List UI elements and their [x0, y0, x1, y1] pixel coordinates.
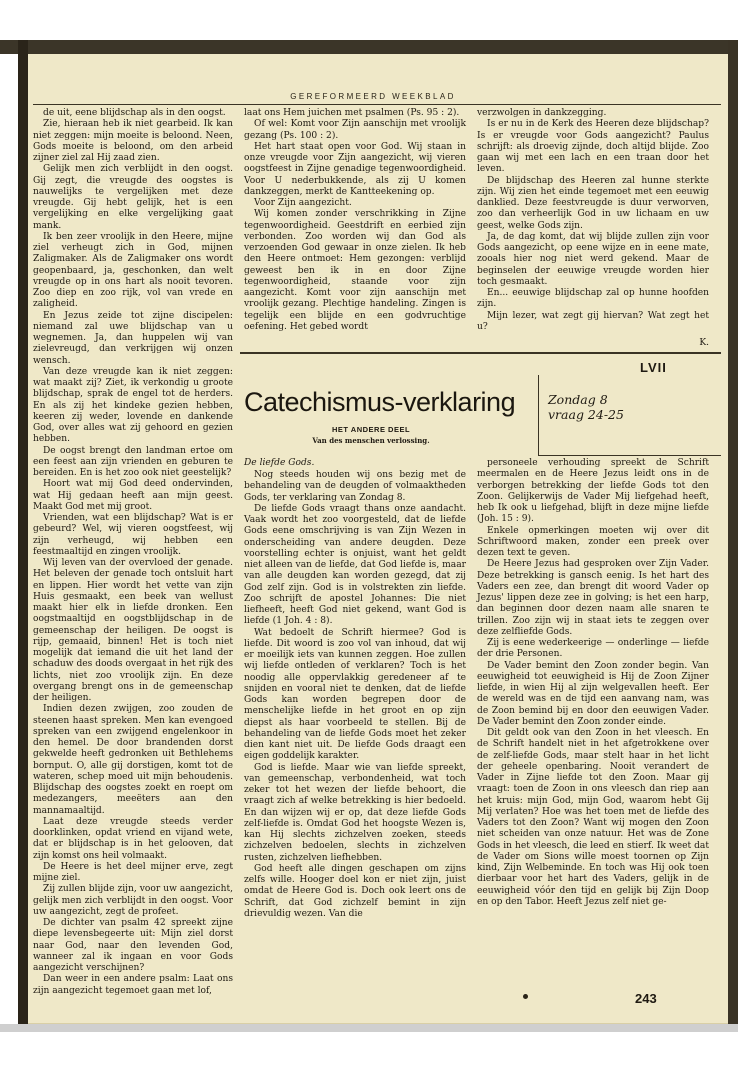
left-binding-edge [18, 40, 28, 1024]
paragraph: Indien dezen zwijgen, zoo zouden de steenen haast spreken. Men kan evengoed spreken van een zwijgend engelenkoor in den hemel. De door brandenden dorst gekwelde heeft gedronken uit Bethlehems bornput. O, alle gij dorstigen, komt tot de wateren, schep moed uit mijn behoudenis. Blijdschap des oogstes zoekt en roept om medezangers, meeëters aan den mannamaaltijd. [33, 704, 233, 816]
paragraph: Enkele opmerkingen moeten wij over dit Schriftwoord maken, zonder een preek over dezen text te geven. [477, 525, 709, 558]
paragraph: de uit, eene blijdschap als in den oogst. [43, 108, 226, 118]
paragraph: Zij zullen blijde zijn, voor uw aangezicht, gelijk men zich verblijdt in den oogst. Voor uw aangezicht, zegt de profeet. [33, 884, 233, 917]
page-dot-ornament [523, 994, 528, 999]
column-3 [477, 108, 709, 348]
bottom-scan-edge [0, 1024, 738, 1032]
paragraph: verzwolgen in dankzegging. [477, 108, 607, 118]
question-range: vraag 24-25 [548, 407, 624, 422]
paragraph: Van deze vreugde kan ik niet zeggen: wat maakt zij? Ziet, ik verkondig u groote blijdschap, sprak de engel tot de herders. En als zij het kindeke gezien hebben, keeren zij weder, lovende en dankende God, over alles wat zij gehoord en gezien hebben. [33, 366, 233, 445]
paragraph: Gelijk men zich verblijdt in den oogst. Gij zegt, die vreugde des oogstes is nauwelijks te vergelijken met deze vreugde. Gij hebt gelijk, het is een vergelijking en elke vergelijking gaat mank. [33, 164, 233, 231]
heading-bottom-rule [538, 455, 721, 456]
section-heading [244, 458, 466, 470]
header-rule [33, 104, 721, 105]
section-heading-text: De liefde Gods. [244, 458, 315, 468]
paragraph: De liefde Gods vraagt thans onze aandacht. Vaak wordt het zoo voorgesteld, dat de liefde Gods eene omschrijving is van Zijn Wezen in onderscheiding van andere deugden. Deze voorstelling echter is onjuist, want het geldt niet alleen van de liefde, dat God liefde is, maar van alle deugden kan worden gezegd, dat zij God zelf zijn. God is in volstrekten zin liefde. Zoo schrijft de apostel Johannes: Die niet liefheeft, heeft God niet gekend, want God is liefde (1 Joh. 4 : 8). [244, 503, 466, 627]
paragraph: God is liefde. Maar wie van liefde spreekt, van gemeenschap, verbondenheid, wat toch zeker tot het wezen der liefde behoort, die vraagt zich af welke betrekking is hier bedoeld. En dan wijzen wij er op, dat deze liefde Gods zelf-liefde is. Omdat God het hoogste Wezen is, kan Hij slechts zichzelven zoeken, steeds zichzelven bedoelen, slechts in zichzelven rusten, zichzelven liefhebben. [244, 762, 466, 863]
paragraph: Laat deze vreugde steeds verder doorklinken, opdat vriend en vijand wete, dat er blijdschap is in het gelooven, dat zijn komst ons heil volmaakt. [33, 816, 233, 861]
paragraph: En Jezus zeide tot zijne discipelen: niemand zal uwe blijdschap van u wegnemen. Ja, dan huppelen wij van zielevreugd, dan verkrijgen wij onzen wensch. [33, 310, 233, 366]
signature: K. [699, 338, 709, 348]
paragraph: De Vader bemint den Zoon zonder begin. Van eeuwigheid tot eeuwigheid is Hij de Zoon Zijner liefde, in wien Hij al zijn welgevallen heeft. Eer de wereld was en de tijd een aanvang nam, was de Zoon bemind bij en door den eeuwigen Vader. De Vader bemint den Zoon zonder einde. [477, 660, 709, 727]
paragraph: Wij komen zonder verschrikking in Zijne tegenwoordigheid. Geestdrift en eerbied zijn verbonden. Zoo worden wij dan God als verzoenden God gewaar in onze zielen. Ik heb den Heere ontmoet: Hem gezongen: verblijd geweest ben ik in en door Zijne tegenwoordigheid, staande voor zijn aangezicht. Komt voor zijn aanschijn met vroolijk gezang. Plechtige handeling. Zingen is tegelijk een blijde en een godvruchtige oefening. Het gebed wordt [244, 209, 466, 332]
paragraph: De Heere Jezus had gesproken over Zijn Vader. Deze betrekking is gansch eenig. Is het hart des Vaders een zee, dan brengt dit woord Vader op Jezus' lippen deze zee in golving; is het een harp, dan beginnen door dezen naam alle snaren te trillen. Zoo zijn wij in staat iets te zeggen over deze zelfliefde Gods. [477, 559, 709, 637]
paragraph: Dan weer in een andere psalm: Laat ons zijn aangezicht tegemoet gaan met lof, [33, 974, 233, 996]
heading-divider [538, 375, 539, 455]
paragraph: Zij is eene wederkeerige — onderlinge — liefde der drie Personen. [477, 638, 709, 660]
paragraph: laat ons Hem juichen met psalmen (Ps. 95 : 2). [244, 108, 460, 118]
paragraph: God heeft alle dingen geschapen om zijns zelfs wille. Hooger doel kon er niet zijn, juist omdat de Heere God is. Doch ook leert ons de Schrift, dat God zichzelf bemint in zijn drievuldig wezen. Van die [244, 863, 466, 919]
sunday-label [548, 392, 624, 422]
paragraph: Ik ben zeer vroolijk in den Heere, mijne ziel verheugt zich in God, mijnen Zaligmaker. Als de Zaligmaker ons wordt geopenbaard, ja, geschonken, dan welt vreugde op in ons hart als nooit tevoren. Zoo diep en zoo rijk, vol van vrede en zaligheid. [33, 231, 233, 310]
paragraph: Mijn lezer, wat zegt gij hiervan? Wat zegt het u? [477, 310, 709, 332]
running-header: GEREFORMEERD WEEKBLAD [290, 92, 456, 101]
column-1 [33, 108, 233, 996]
column-2 [244, 108, 466, 348]
paragraph: Is er nu in de Kerk des Heeren deze blijdschap? Is er vreugde voor Gods aangezicht? Paulus schrijft: als droevig zijnde, doch altijd blijde. Zoo gaan wij met een lach en een traan door het leven. [477, 119, 709, 175]
paragraph: Nog steeds houden wij ons bezig met de behandeling van de deugden of volmaaktheden Gods, ter verklaring van Zondag 8. [244, 470, 466, 503]
paragraph: En... eeuwige blijdschap zal op hunne hoofden zijn. [477, 288, 709, 310]
column-5 [477, 458, 709, 988]
paragraph: Dit geldt ook van den Zoon in het vleesch. En de Schrift handelt niet in het afgetrokkene over de zelf-liefde Gods, maar stelt haar in het licht der geheele openbaring. Nooit verandert de Vader in Zijne liefde tot den Zoon. Maar gij vraagt: toen de Zoon in ons vleesch dan riep aan het kruis: mijn God, mijn God, waarom hebt Gij Mij verlaten? Hoe was het toen met de liefde des Vaders tot den Zoon? Want wij mogen den Zoon niet scheiden van onze natuur. Het was de Zone Gods in het vleesch, die leed en stierf. Ik weet dat de Vader om Sions wille moest toornen op Zijn kind, Zijn Welbeminde. En toch was Hij ook toen dierbaar voor het hart des Vaders, gelijk in de eeuwigheid vóór den tijd en gelijk bij Zijn Doop en op den Tabor. Heeft Jezus zelf niet ge- [477, 728, 709, 907]
article-top-rule [240, 352, 721, 354]
paragraph: De Heere is het deel mijner erve, zegt mijne ziel. [33, 861, 233, 883]
paragraph: De blijdschap des Heeren zal hunne sterkte zijn. Wij zien het einde tegemoet met een eeuwig danklied. Deze feestvreugde is duur verworven, zoo dan verheerlijk God in uw lichaam en uw geest, welke Gods zijn. [477, 175, 709, 231]
sunday-number: Zondag 8 [548, 392, 608, 407]
paragraph: De dichter van psalm 42 spreekt zijne diepe levensbegeerte uit: Mijn ziel dorst naar God, naar den levenden God, wanneer zal ik ingaan en voor Gods aangezicht verschijnen? [33, 918, 233, 973]
right-scan-edge [728, 40, 738, 1024]
paragraph: Hoort wat mij God deed ondervinden, wat Hij gedaan heeft aan mijn geest. Maakt God met mij groot. [33, 479, 233, 512]
paragraph: Zie, hieraan heb ik niet gearbeid. Ik kan niet zeggen: mijn moeite is beloond. Neen, Gods moeite is beloond, om den arbeid zijner ziel zal Hij zaad zien. [33, 119, 233, 163]
paragraph: Wij leven van der overvloed der genade. Het beleven der genade toch ontsluit hart en lippen. Hier wordt het vette van zijn Huis gesmaakt, een beek van wellust maakt hier elk in liefde dronken. Een oogstmaaltijd en oogstblijdschap in de gemeenschap der heiligen. De oogst is rijp, gemaaid, binnen! Het is toch niet mogelijk dat iemand die uit het land der schaduw des doods overgaat in het rijk des lichts, niet zoo vroolijk zijn. En deze overgang brengt ons in de gemeenschap der heiligen. [33, 558, 233, 703]
part-heading: HET ANDERE DEEL [331, 425, 411, 434]
paragraph: Ja, de dag komt, dat wij blijde zullen zijn voor Gods aangezicht, op eene wijze en in eene mate, zooals hier nog niet werd gekend. Maar de beginselen der eeuwige vreugde worden hier toch gesmaakt. [477, 231, 709, 287]
paragraph: Vrienden, wat een blijdschap? Wat is er gebeurd? Wel, wij vieren oogstfeest, wij zijn verheugd, wij hebben een feestmaaltijd en zingen vroolijk. [33, 513, 233, 557]
page-number: 243 [635, 991, 657, 1006]
article-number: LVII [640, 360, 667, 375]
paragraph: Het hart staat open voor God. Wij staan in onze vreugde voor Zijn aangezicht, wij vieren oogstfeest in Zijne genadige tegenwoordigheid. Voor U nederbukkende, als zij U komen dankzeggen, merkt de Kantteekening op. [244, 141, 466, 197]
paragraph: personeele verhouding spreekt de Schrift meermalen en de Heere Jezus leidt ons in de verborgen betrekking der liefde Gods tot den Zoon. Gelijkerwijs de Vader Mij liefgehad heeft, heb Ik ook u liefgehad, blijft in deze mijne liefde (Joh. 15 : 9). [477, 458, 709, 525]
article-title: Catechismus-verklaring [244, 387, 516, 417]
column-4 [244, 470, 466, 990]
paragraph: De oogst brengt den landman ertoe om een feest aan zijn vrienden en geburen te bereiden. En is het zoo ook niet geestelijk? [33, 445, 233, 478]
paragraph: Wat bedoelt de Schrift hiermee? God is liefde. Dit woord is zoo vol van inhoud, dat wij er moeilijk iets van kunnen zeggen. Hoe zullen wij liefde ontleden of verklaren? Toch is het noodig alle oppervlakkig geredeneer af te snijden en vooral niet te denken, dat de liefde Gods kan worden begrepen door de menschelijke liefde in het groot en op zijn diepst als haar voorbeeld te stellen. Bij de behandeling van de liefde Gods moet het zeker dien kant niet uit. De liefde Gods draagt een eigen goddelijk karakter. [244, 627, 466, 762]
top-scan-edge [0, 40, 738, 54]
part-subheading: Van des menschen verlossing. [312, 436, 430, 445]
paragraph: Of wel: Komt voor Zijn aanschijn met vroolijk gezang (Ps. 100 : 2). [244, 119, 466, 141]
paragraph: Voor Zijn aangezicht. [254, 198, 352, 208]
